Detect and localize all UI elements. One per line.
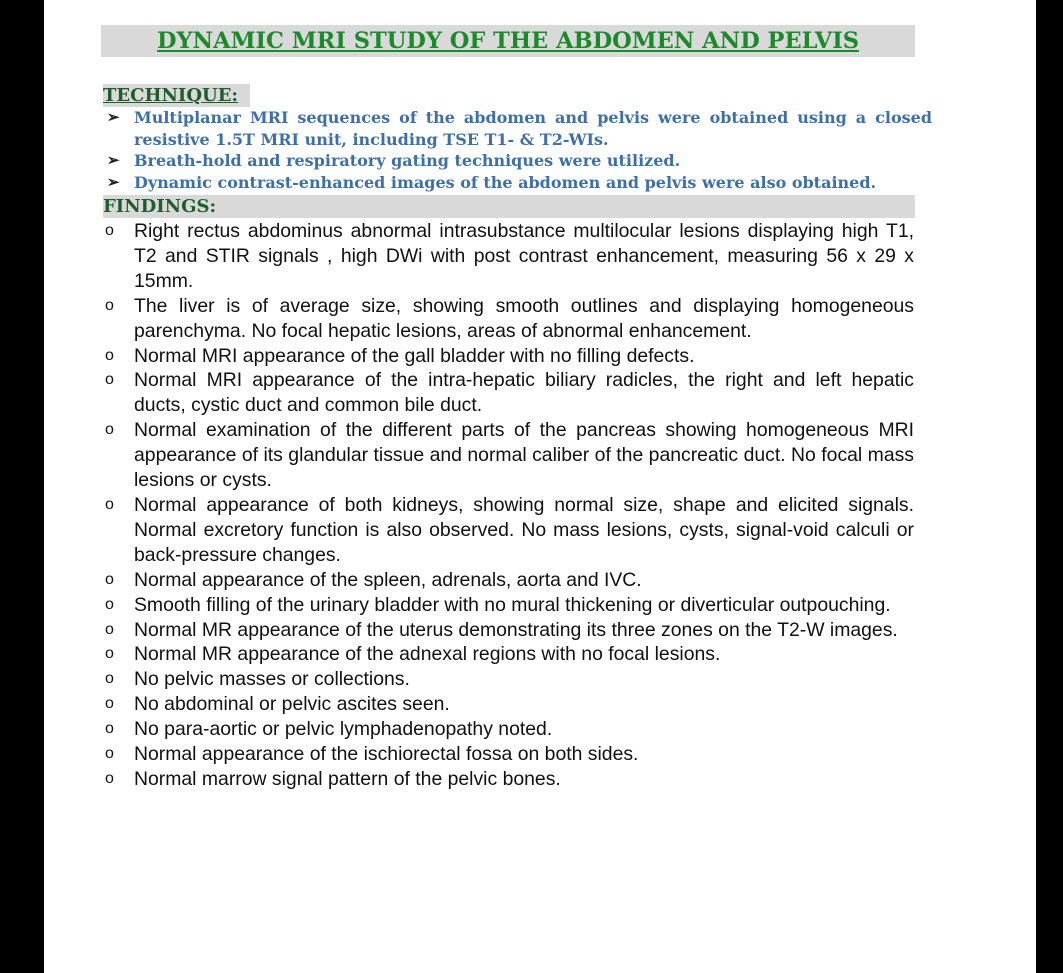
circle-bullet-icon: o <box>105 695 114 713</box>
finding-item <box>104 568 914 593</box>
finding-item <box>104 294 914 344</box>
circle-bullet-icon: o <box>105 346 114 364</box>
technique-item <box>104 172 932 194</box>
arrow-bullet-icon: ➢ <box>107 172 120 191</box>
circle-bullet-icon: o <box>105 720 114 738</box>
finding-item-text: Normal appearance of the spleen, adrenals, aorta and IVC. <box>134 568 642 591</box>
technique-item-text: Multiplanar MRI sequences of the abdomen and pelvis were obtained using a closed resistive 1.5T MRI unit, including TSE T1- & T2-WIs. <box>134 108 932 149</box>
finding-item-text: Normal MR appearance of the adnexal regions with no focal lesions. <box>134 643 721 666</box>
finding-item-text: Normal examination of the different parts of the pancreas showing homogeneous MRI appearance of its glandular tissue and normal caliber of the pancreatic duct. No focal mass lesions or cysts. <box>134 419 914 492</box>
finding-item-text: Right rectus abdominus abnormal intrasubstance multilocular lesions displaying high T1, T2 and STIR signals , high DWi with post contrast enhancement, measuring 56 x 29 x 15mm. <box>134 220 914 292</box>
technique-list <box>104 107 932 193</box>
finding-item <box>104 618 914 643</box>
technique-item-text: Breath-hold and respiratory gating techniques were utilized. <box>134 151 681 170</box>
finding-item <box>104 344 914 369</box>
finding-item-text: Normal MRI appearance of the intra-hepatic biliary radicles, the right and left hepatic ducts, cystic duct and common bile duct. <box>134 369 914 417</box>
circle-bullet-icon: o <box>105 421 114 439</box>
finding-item-text: Normal appearance of the ischiorectal fossa on both sides. <box>134 743 639 766</box>
document-title: DYNAMIC MRI STUDY OF THE ABDOMEN AND PELVIS <box>156 28 859 54</box>
finding-item <box>104 418 914 493</box>
finding-item <box>104 667 914 692</box>
finding-item-text: Normal MR appearance of the uterus demonstrating its three zones on the T2-W images. <box>134 618 898 641</box>
circle-bullet-icon: o <box>105 670 114 688</box>
technique-heading: TECHNIQUE: <box>103 84 250 107</box>
finding-item-text: No para-aortic or pelvic lymphadenopathy noted. <box>134 718 553 741</box>
circle-bullet-icon: o <box>105 769 114 787</box>
circle-bullet-icon: o <box>105 620 114 638</box>
finding-item-text: Normal MRI appearance of the gall bladder with no filling defects. <box>134 344 695 367</box>
arrow-bullet-icon: ➢ <box>107 108 120 126</box>
circle-bullet-icon: o <box>105 222 114 239</box>
findings-heading: FINDINGS: <box>103 195 915 218</box>
circle-bullet-icon: o <box>105 645 114 663</box>
finding-item-text: Normal appearance of both kidneys, showing normal size, shape and elicited signals. Normal excretory function is also observed. No mass lesions, cysts, signal-void calculi or back-pressure changes. <box>134 493 914 566</box>
finding-item-text: No abdominal or pelvic ascites seen. <box>134 693 450 716</box>
circle-bullet-icon: o <box>105 371 114 389</box>
finding-item <box>104 642 914 667</box>
finding-item-text: The liver is of average size, showing smooth outlines and displaying homogeneous parenchyma. No focal hepatic lesions, areas of abnormal enhancement. <box>134 294 914 342</box>
finding-item-text: No pelvic masses or collections. <box>134 668 410 691</box>
technique-item-text: Dynamic contrast-enhanced images of the abdomen and pelvis were also obtained. <box>134 172 877 192</box>
technique-item <box>104 150 932 172</box>
circle-bullet-icon: o <box>105 296 114 314</box>
finding-item <box>104 742 914 767</box>
circle-bullet-icon: o <box>105 745 114 763</box>
findings-list <box>104 219 914 792</box>
finding-item <box>104 593 914 618</box>
finding-item <box>104 692 914 717</box>
finding-item-text: Normal marrow signal pattern of the pelvic bones. <box>134 767 561 790</box>
finding-item <box>104 767 914 792</box>
circle-bullet-icon: o <box>105 495 114 513</box>
document-page <box>44 0 1036 973</box>
finding-item <box>104 493 914 568</box>
finding-item <box>104 219 914 294</box>
finding-item <box>104 717 914 742</box>
technique-item <box>104 107 932 150</box>
finding-item-text: Smooth filling of the urinary bladder with no mural thickening or diverticular outpouching. <box>134 593 891 616</box>
arrow-bullet-icon: ➢ <box>107 151 120 169</box>
circle-bullet-icon: o <box>105 595 114 613</box>
finding-item <box>104 368 914 418</box>
circle-bullet-icon: o <box>105 570 114 588</box>
title-highlight <box>101 25 915 57</box>
